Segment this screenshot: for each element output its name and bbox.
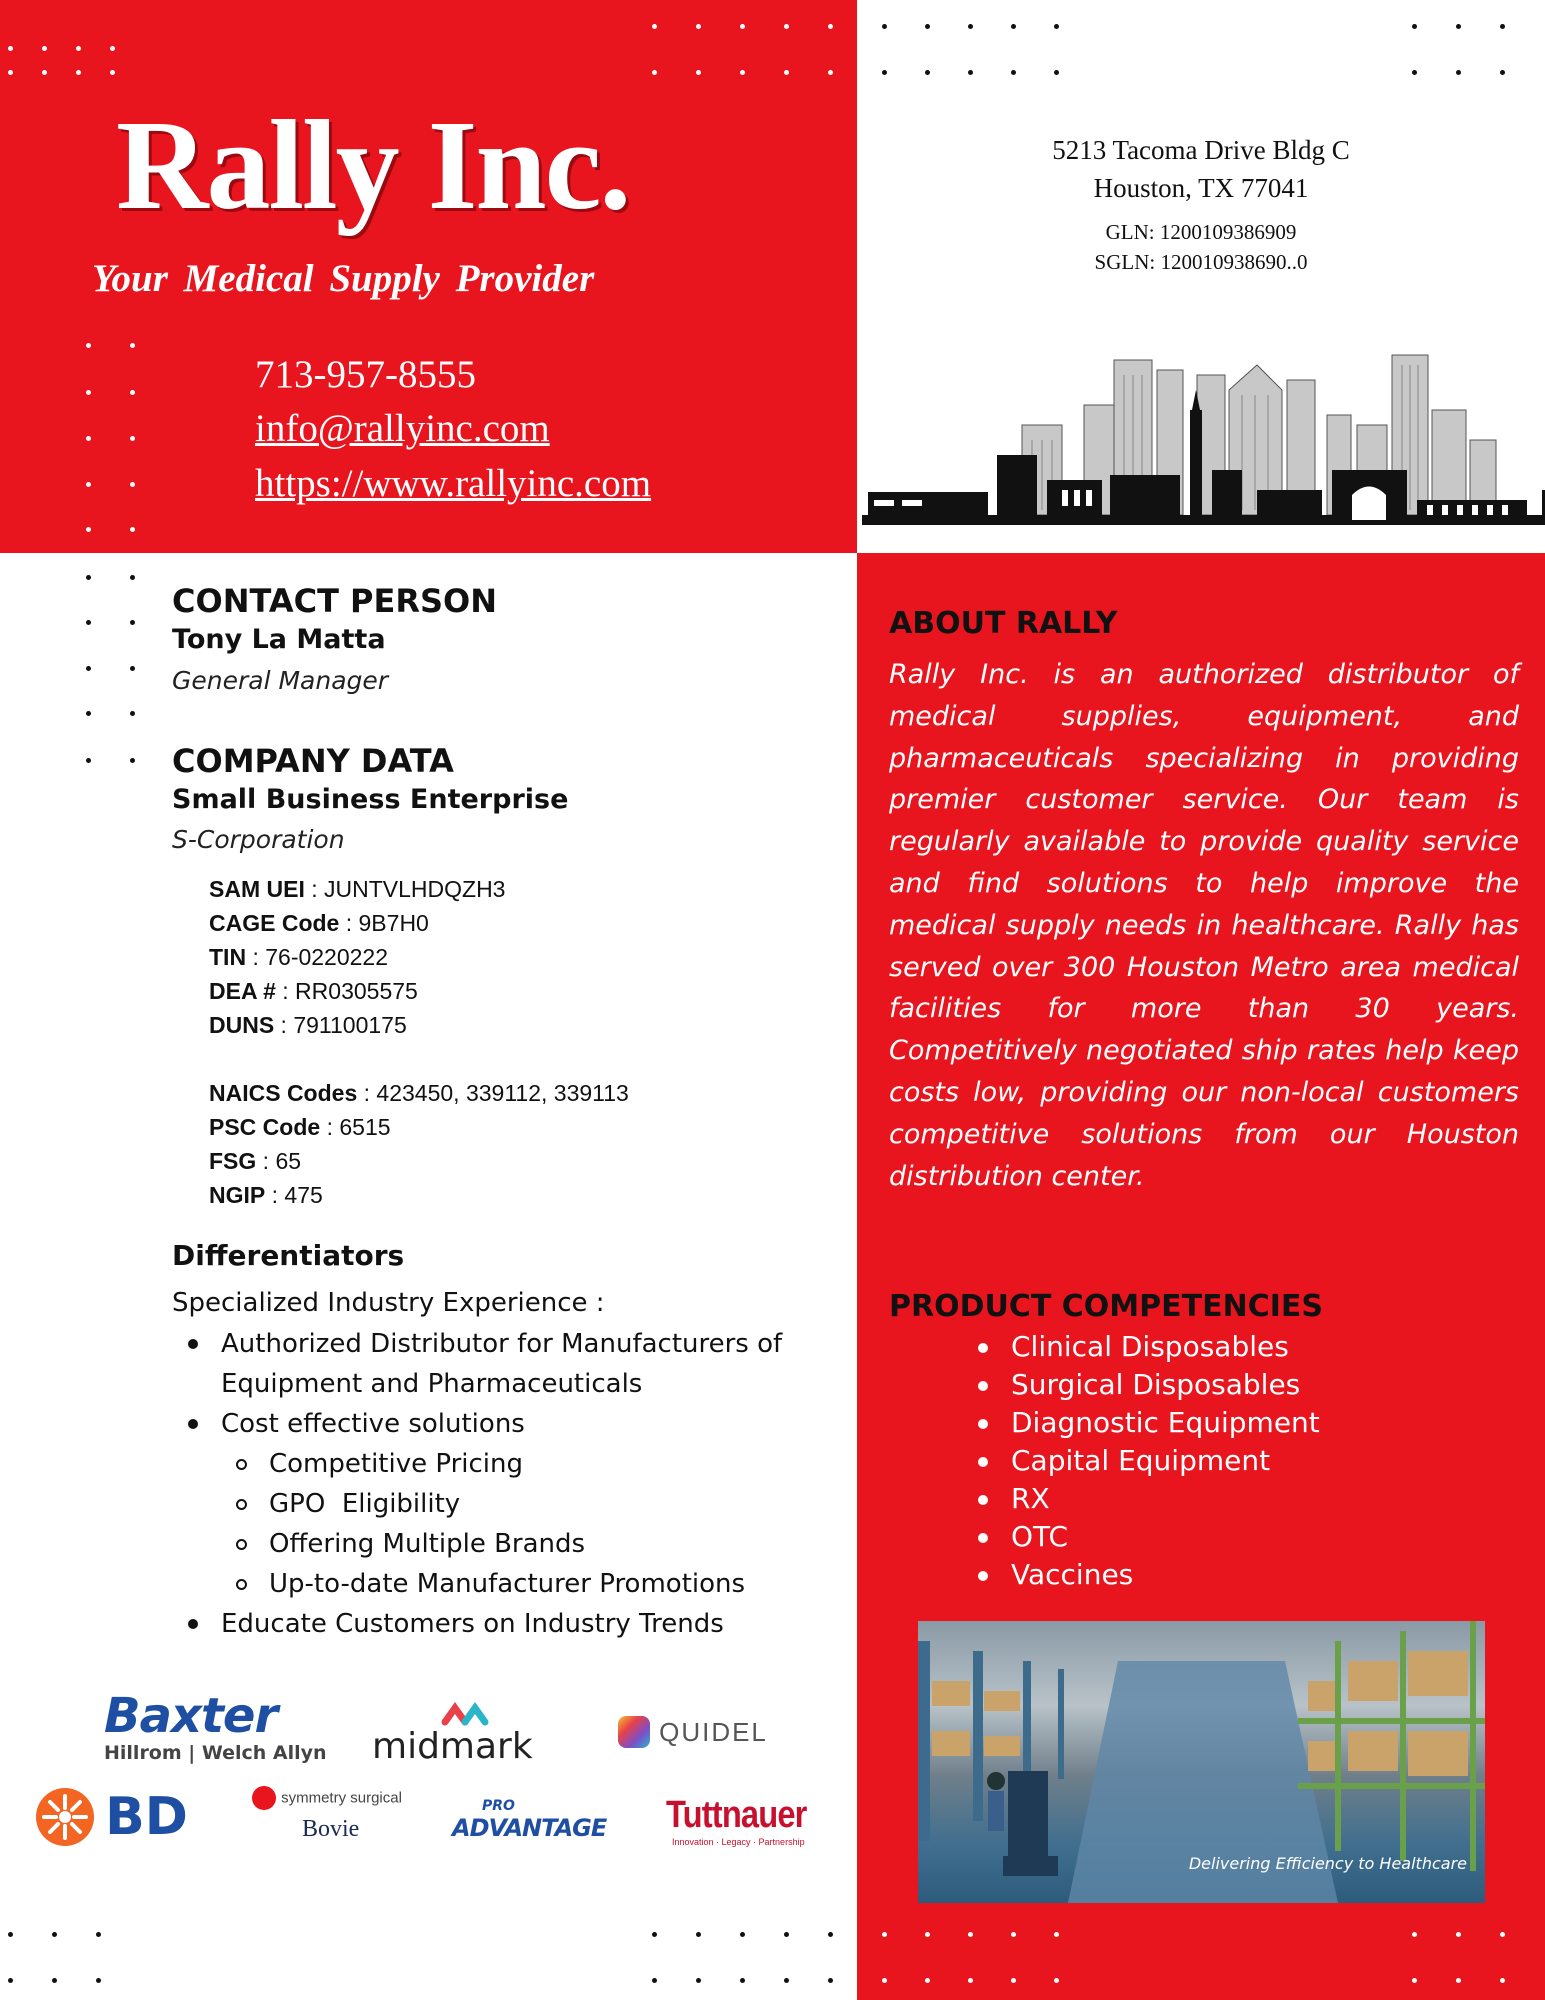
list-item: [1011, 1442, 1320, 1480]
company-logo: [86, 94, 812, 308]
list-item-text: Clinical Disposables: [1011, 1330, 1289, 1363]
logo-tagline: Your Medical Supply Provider: [92, 257, 595, 300]
id-value: : 65: [256, 1148, 302, 1174]
bullet-icon: [978, 1419, 988, 1429]
id-row-ngip: [209, 1182, 629, 1216]
email-link[interactable]: info@rallyinc.com: [255, 407, 550, 450]
id-row-sam-uei: [209, 876, 629, 910]
phone-number: 713-957-8555: [255, 353, 476, 396]
list-item: [221, 1404, 821, 1444]
id-label: NAICS Codes: [209, 1080, 358, 1106]
address-line-2: Houston, TX 77041: [1093, 173, 1309, 203]
id-label: DUNS: [209, 1012, 275, 1038]
id-value: : 9B7H0: [339, 910, 429, 936]
company-data-heading: COMPANY DATA: [172, 742, 454, 780]
warehouse-photo: [918, 1621, 1485, 1903]
bullet-icon: [978, 1533, 988, 1543]
id-value: : 423450, 339112, 339113: [357, 1080, 629, 1106]
list-item-text: Vaccines: [1011, 1558, 1134, 1591]
quidel-symbol: [618, 1716, 650, 1748]
symmetry-wordmark: symmetry surgical: [281, 1789, 402, 1807]
id-label: TIN: [209, 944, 247, 970]
bullet-icon: [188, 1619, 198, 1629]
list-item: [1011, 1518, 1320, 1556]
id-label: PSC Code: [209, 1114, 321, 1140]
website-link[interactable]: https://www.rallyinc.com: [255, 462, 652, 505]
hollow-bullet-icon: [236, 1459, 247, 1470]
id-row-psc-code: [209, 1114, 629, 1148]
list-item: [1011, 1328, 1320, 1366]
symmetry-icon: [252, 1786, 276, 1810]
company-identifiers-list: [209, 876, 629, 1216]
list-item-text: Competitive Pricing: [269, 1449, 524, 1479]
id-row-cage-code: [209, 910, 629, 944]
hollow-bullet-icon: [236, 1499, 247, 1510]
list-item: [269, 1524, 821, 1564]
differentiators-heading: Differentiators: [172, 1239, 405, 1272]
quidel-logo: [618, 1716, 768, 1748]
id-label: NGIP: [209, 1182, 266, 1208]
id-value: : 76-0220222: [246, 944, 389, 970]
bullet-icon: [978, 1343, 988, 1353]
sgln-number: SGLN: 120010938690..0: [1094, 250, 1308, 274]
contact-role: General Manager: [172, 666, 389, 695]
differentiators-list: [221, 1324, 821, 1644]
gln-number: GLN: 1200109386909: [1105, 220, 1297, 244]
baxter-subtext: Hillrom | Welch Allyn: [104, 1742, 327, 1764]
list-item: [269, 1484, 821, 1524]
list-item-text: Offering Multiple Brands: [269, 1529, 586, 1559]
list-item: [1011, 1480, 1320, 1518]
differentiators-intro: Specialized Industry Experience :: [172, 1288, 605, 1318]
houston-skyline-illustration: [862, 350, 1545, 553]
tuttnauer-wordmark: Tuttnauer: [666, 1794, 807, 1836]
list-item-text: Diagnostic Equipment: [1011, 1406, 1320, 1439]
list-item-text: GPO Eligibility: [269, 1489, 461, 1519]
corporation-type: S-Corporation: [172, 825, 345, 854]
address-line-1: 5213 Tacoma Drive Bldg C: [1052, 135, 1350, 165]
business-type: Small Business Enterprise: [172, 784, 569, 815]
midmark-wordmark: midmark: [372, 1726, 533, 1767]
id-value: : 6515: [320, 1114, 391, 1140]
contact-person-heading: CONTACT PERSON: [172, 582, 498, 620]
list-item: [1011, 1366, 1320, 1404]
bullet-icon: [978, 1381, 988, 1391]
baxter-wordmark: Baxter: [104, 1688, 278, 1744]
bullet-icon: [978, 1571, 988, 1581]
tuttnauer-tagline: Innovation · Legacy · Partnership: [672, 1837, 805, 1847]
list-item: [221, 1604, 821, 1644]
bullet-icon: [188, 1419, 198, 1429]
about-heading: ABOUT RALLY: [889, 606, 1118, 641]
id-label: CAGE Code: [209, 910, 340, 936]
hollow-bullet-icon: [236, 1539, 247, 1550]
list-item-text: OTC: [1011, 1520, 1069, 1553]
hollow-bullet-icon: [236, 1579, 247, 1590]
contact-name: Tony La Matta: [172, 624, 386, 655]
id-value: : 791100175: [274, 1012, 407, 1038]
id-label: SAM UEI: [209, 876, 305, 902]
bovie-wordmark: Bovie: [302, 1816, 360, 1842]
list-item-text: Educate Customers on Industry Trends: [221, 1609, 724, 1639]
list-item: [269, 1564, 821, 1604]
id-value: : 475: [265, 1182, 323, 1208]
baxter-logo: [104, 1688, 327, 1764]
id-row-dea: [209, 978, 629, 1012]
list-item-text: Authorized Distributor for Manufacturers of Equipment and Pharmaceuticals: [221, 1329, 783, 1399]
bullet-icon: [978, 1457, 988, 1467]
id-row-tin: [209, 944, 629, 978]
bd-logo: [34, 1786, 188, 1848]
bd-sunburst-icon: [34, 1786, 96, 1848]
product-list: [1011, 1328, 1320, 1594]
tuttnauer-logo: [666, 1794, 829, 1847]
list-item: [1011, 1556, 1320, 1594]
list-item-text: Cost effective solutions: [221, 1409, 525, 1439]
list-item-text: Capital Equipment: [1011, 1444, 1271, 1477]
quidel-wordmark: QUIDEL: [659, 1716, 768, 1747]
list-item-text: Up-to-date Manufacturer Promotions: [269, 1569, 746, 1599]
logo-wordmark: Rally Inc.: [116, 94, 630, 236]
bullet-icon: [188, 1339, 198, 1349]
id-row-duns: [209, 1012, 629, 1046]
bd-wordmark: BD: [105, 1787, 188, 1847]
id-row-fsg: [209, 1148, 629, 1182]
id-label: DEA #: [209, 978, 276, 1004]
pro-label: PRO: [482, 1798, 515, 1814]
list-item: [221, 1324, 821, 1404]
id-label: FSG: [209, 1148, 257, 1174]
symmetry-bovie-logo: [252, 1786, 422, 1843]
list-item: [1011, 1404, 1320, 1442]
id-value: : JUNTVLHDQZH3: [304, 876, 506, 902]
symmetry-row: [252, 1786, 422, 1810]
product-competencies-heading: PRODUCT COMPETENCIES: [889, 1289, 1323, 1324]
id-value: : RR0305575: [275, 978, 418, 1004]
id-row-naics: [209, 1080, 629, 1114]
list-item: [269, 1444, 821, 1484]
pro-advantage-logo: [452, 1798, 606, 1842]
warehouse-caption: Delivering Efficiency to Healthcare: [1188, 1854, 1467, 1873]
list-item-text: Surgical Disposables: [1011, 1368, 1301, 1401]
about-paragraph: Rally Inc. is an authorized distributor of medical supplies, equipment, and pharmaceuticals specializing in providing premier customer service. Our team is regularly available to provide quality service and find solutions to help improve the medical supply needs in healthcare. Rally has served over 300 Houston Metro area medical facilities for more than 30 years. Competitively negotiated ship rates help keep costs low, providing our non-local customers competitive solutions from our Houston distribution center.: [889, 659, 1519, 1192]
id-spacer: [209, 1046, 629, 1080]
advantage-wordmark: ADVANTAGE: [452, 1814, 607, 1842]
bullet-icon: [978, 1495, 988, 1505]
list-item-text: RX: [1011, 1482, 1050, 1515]
